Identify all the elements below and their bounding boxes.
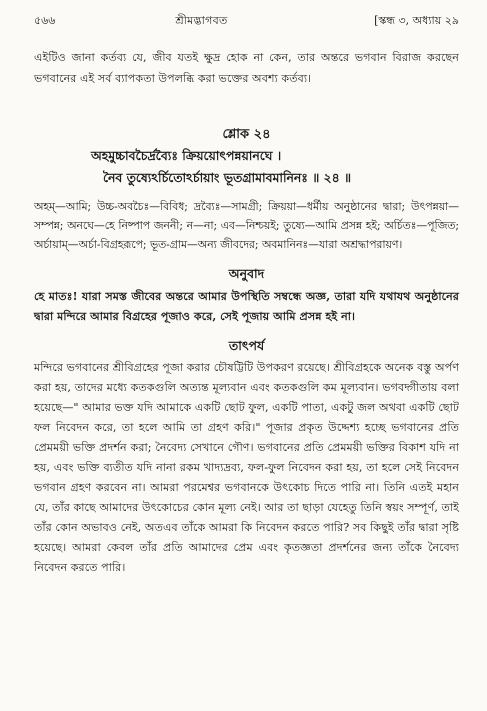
sloka-verse <box>34 145 459 189</box>
sloka-line-1: অহমুচ্চাবচৈর্দ্রব্যৈঃ ক্রিয়য়োৎপন্নয়ানঘে । <box>91 148 282 163</box>
sloka-heading: শ্লোক ২৪ <box>222 127 271 142</box>
book-title: শ্রীমদ্ভাগবত <box>175 14 228 27</box>
purport-heading: তাৎপর্য <box>228 338 265 353</box>
page-header <box>34 14 459 28</box>
translation-heading: অনুবাদ <box>228 266 265 281</box>
intro-paragraph: এইটিও জানা কর্তব্য যে, জীব যতই ক্ষুদ্র হোক না কেন, তার অন্তরে ভগবান বিরাজ করছেন ভগবানের এই সর্ব ব্যাপকতা উপলব্ধি করা ভক্তের অবশ্য কর্তব্য। <box>34 51 459 85</box>
chapter-reference: [স্কন্ধ ৩, অধ্যায় ২৯ <box>374 14 459 27</box>
synonyms-paragraph: অহম্—আমি; উচ্চ-অবচৈঃ—বিবিধ; দ্রব্যৈঃ—সামগ্রী; ক্রিয়য়া—ধর্মীয় অনুষ্ঠানের দ্বারা; উৎপন্নয়া—সম্পন্ন; অনঘে—হে নিষ্পাপ জননী; ন—না; এব—নিশ্চয়ই; তুষ্যে—আমি প্রসন্ন হই; অর্চিতঃ—পূজিত; অর্চায়াম্—অর্চা-বিগ্রহরূপে; ভূত-গ্রাম—অন্য জীবদের; অবমানিনঃ—যারা অশ্রদ্ধাপরায়ণ। <box>34 200 459 251</box>
sloka-line-2: নৈব তুষ্যেঽর্চিতোঽর্চায়াং ভূতগ্রামাবমানিনঃ ॥ ২৪ ॥ <box>103 170 351 185</box>
translation-text: হে মাতঃ! যারা সমস্ত জীবের অন্তরে আমার উপস্থিতি সম্বন্ধে অজ্ঞ, তারা যদি যথাযথ অনুষ্ঠানের দ্বারা মন্দিরে আমার বিগ্রহের পূজাও করে, সেই পূজায় আমি প্রসন্ন হই না। <box>34 289 459 323</box>
purport-text: মন্দিরে ভগবানের শ্রীবিগ্রহের পূজা করার চৌষট্টিটি উপকরণ রয়েছে। শ্রীবিগ্রহকে অনেক বস্তু অর্পণ করা হয়, তাদের মধ্যে কতকগুলি অত্যন্ত মূল্যবান এবং কতকগুলি কম মূল্যবান। ভগবদ্গীতায় বলা হয়েছে—" আমার ভক্ত যদি আমাকে একটি ছোট ফুল, একটি পাতা, একটু জল অথবা একটি ছোট ফল নিবেদন করে, তা হলে আমি তা গ্রহণ করি।" পূজার প্রকৃত উদ্দেশ্য হচ্ছে ভগবানের প্রতি প্রেমময়ী ভক্তি প্রদর্শন করা; নৈবেদ্য সেখানে গৌণ। ভগবানের প্রতি প্রেমময়ী ভক্তির বিকাশ যদি না হয়, এবং ভক্তি ব্যতীত যদি নানা রকম খাদ্যদ্রব্য, ফল-ফুল নিবেদন করা হয়, তা হলে সেই নিবেদন ভগবান গ্রহণ করবেন না। আমরা পরমেশ্বর ভগবানকে উৎকোচ দিতে পারি না। তিনি এতই মহান যে, তাঁর কাছে আমাদের উৎকোচের কোন মূল্য নেই। আর তা ছাড়া যেহেতু তিনি স্বয়ং সম্পূর্ণ, তাই তাঁর কোন অভাবও নেই, অতএব তাঁকে আমরা কি নিবেদন করতে পারি? সব কিছুই তাঁর দ্বারা সৃষ্টি হয়েছে। আমরা কেবল তাঁর প্রতি আমাদের প্রেম এবং কৃতজ্ঞতা প্রদর্শনের জন্য তাঁকে নৈবেদ্য নিবেদন করতে পারি। <box>34 361 459 574</box>
page-number: ৫৬৬ <box>34 14 56 27</box>
